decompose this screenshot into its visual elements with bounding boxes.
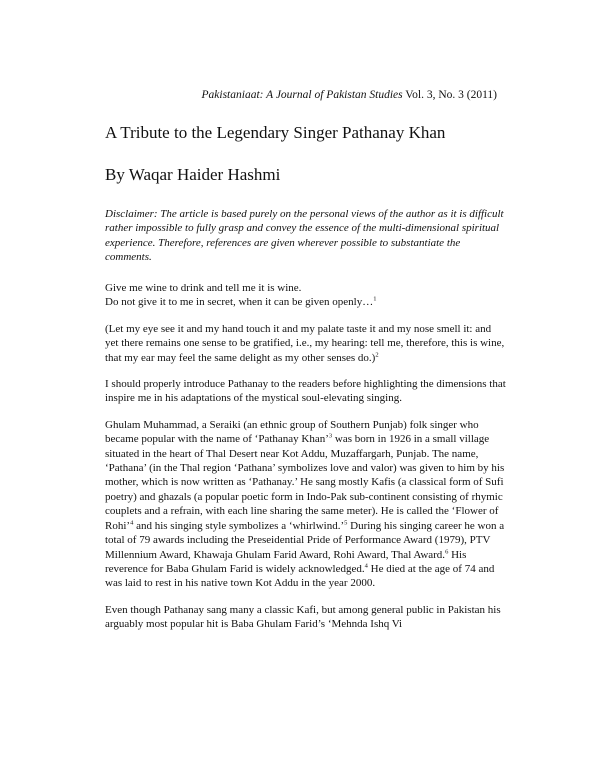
paragraph-3-text: was born in 1926 in a small village situated in the heart of Thal Desert near Kot Addu, Muzaffargarh, Punjab. The name, ‘Pathana’ (in the Thal region ‘Pathana’ symbolizes love and valor) was given to him by his mother, which is now written as ‘Pathanay.’ He sang mostly Kafis (a classical form of Sufi poetry) and ghazals (a popular poetic form in Indo-Pak sub-continent consisting of rhymic couplets and a refrain, with each line sharing the same meter). He is called the ‘Flower of Rohi’: [105, 433, 505, 532]
paragraph-2: I should properly introduce Pathanay to the readers before highlighting the dimensions that inspire me in his adaptations of the mystical soul-elevating singing.: [105, 378, 506, 405]
footnote-ref: 6: [445, 547, 449, 555]
paragraph-3-text: During his singing career he won a total of 79 awards including the Preseidential Pride of Performance Award (1979), PTV Millennium Award, Khawaja Ghulam Farid Award, Rohi Award, Thal Award.: [105, 519, 505, 561]
paragraph-3-text: His reverence for Baba Ghulam Farid is widely acknowledged.: [105, 548, 467, 575]
poem-line-2: Do not give it to me in secret, when it can be given openly…: [105, 296, 374, 309]
journal-volume: Vol. 3, No. 3 (2011): [402, 89, 497, 101]
paragraph-3-text: He died at the age of 74 and was laid to rest in his native town Kot Addu in the year 2000.: [105, 562, 495, 590]
disclaimer: Disclaimer: The article is based purely on the personal views of the author as it is difficult rather impossible to fully grasp and convey the essence of the multi-dimensional spiritual experience. Therefore, references are given wherever possible to substantiate the comments.: [105, 208, 504, 264]
author-byline: By Waqar Haider Hashmi: [105, 165, 281, 184]
paragraph-3-text: and his singing style symbolizes a ‘whirlwind.’: [133, 519, 345, 532]
poem-line-1: Give me wine to drink and tell me it is wine.: [105, 282, 302, 294]
footnote-ref: 4: [130, 519, 134, 527]
journal-name: Pakistaniaat: A Journal of Pakistan Studies: [201, 89, 403, 101]
footnote-ref: 4: [364, 562, 368, 570]
paragraph-4: Even though Pathanay sang many a classic Kafi, but among general public in Pakistan his arguably most popular hit is Baba Ghulam Farid’s ‘Mehnda Ishq Vi: [105, 603, 501, 631]
paragraph-3: [105, 418, 507, 591]
article-body: [105, 281, 507, 644]
paragraph-1: [105, 322, 507, 365]
footnote-ref: 2: [375, 350, 379, 358]
paragraph-3-text: Ghulam Muhammad, a Seraiki (an ethnic group of Southern Punjab) folk singer who became popular with the name of ‘Pathanay Khan’: [105, 418, 479, 446]
paragraph-1-text: (Let my eye see it and my hand touch it and my palate taste it and my nose smell it: and yet there remains one sense to be gratified, i.e., my hearing: tell me, therefore, this is wine, that my ear may feel the same delight as my other senses do.): [105, 322, 505, 364]
footnote-ref: 3: [328, 432, 333, 440]
article-title: A Tribute to the Legendary Singer Pathanay Khan: [105, 123, 446, 142]
poem-quote: [105, 281, 507, 310]
footnote-ref: 1: [373, 295, 377, 303]
journal-header: [202, 89, 498, 101]
footnote-ref: 5: [344, 519, 348, 527]
